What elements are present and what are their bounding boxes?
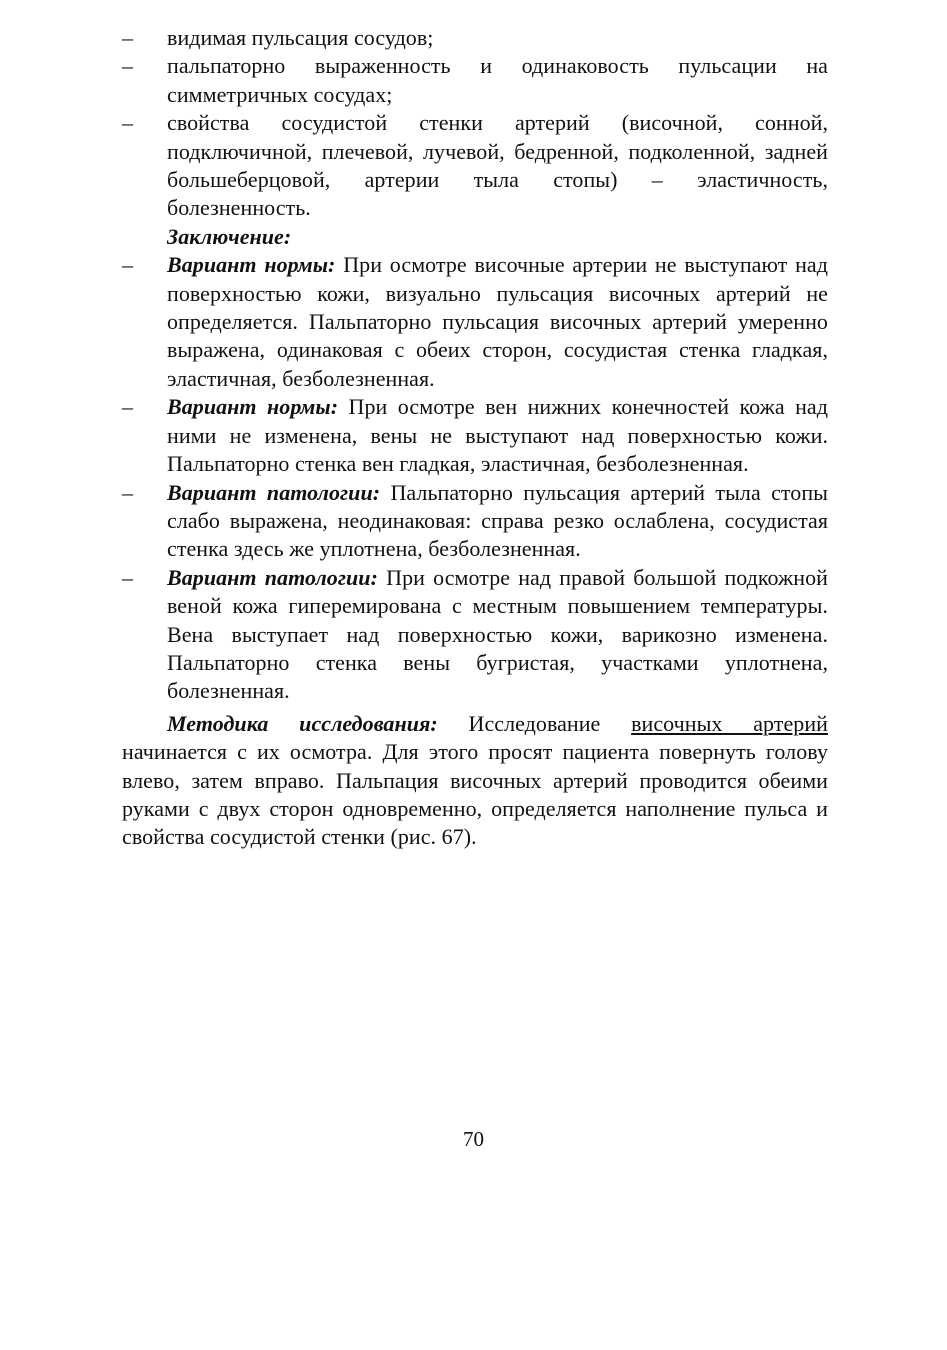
dash-marker: – (122, 53, 134, 79)
method-label: Методика исследования: (167, 710, 438, 736)
dash-marker: – (122, 25, 134, 50)
method-text-before: Исследование (437, 710, 632, 736)
variant-label: Вариант патологии: (167, 479, 381, 505)
list-item (122, 24, 828, 52)
variant-item (122, 479, 828, 564)
main-text (122, 24, 828, 852)
variant-item (122, 251, 828, 393)
variant-text: При осмотре височные артерии не выступают над поверхностью кожи, визуально пульсация височных артерий не определяется. Пальпаторно пульсация височных артерий умеренно выражена, одинаковая с обеих сторон, сосудистая стенка гладкая, эластичная, безболезненная. (167, 252, 828, 391)
variant-text: При осмотре вен нижних конечностей кожа над ними не изменена, вены не выступают над поверхностью кожи. Пальпаторно стенка вен гладкая, эластичная, безболезненная. (167, 394, 828, 477)
conclusion-heading: Заключение: (167, 223, 292, 249)
list-item-text: видимая пульсация сосудов; (167, 25, 434, 50)
variant-item (122, 393, 828, 478)
variant-item (122, 564, 828, 706)
variant-label: Вариант патологии: (167, 564, 378, 590)
list-item-text: свойства сосудистой стенки артерий (височной, сонной, подключичной, плечевой, лучевой, бедренной, подколенной, задней большеберцовой, артерии тыла стопы) – эластичность, болезненность. (167, 110, 828, 221)
list-item (122, 109, 828, 223)
variant-text: Пальпаторно пульсация артерий тыла стопы слабо выражена, неодинаковая: справа резко ослаблена, сосудистая стенка здесь же уплотнена, безболезненная. (167, 479, 828, 562)
list-item-text: пальпаторно выраженность и одинаковость пульсации на симметричных сосудах; (167, 53, 828, 107)
variant-text: При осмотре над правой большой подкожной веной кожа гиперемирована с местным повышением температуры. Вена выступает над поверхностью кожи, варикозно изменена. Пальпаторно стенка вены бугристая, участками уплотнена, болезненная. (167, 564, 828, 704)
list-item (122, 52, 828, 109)
method-text-after: начинается с их осмотра. Для этого просят пациента повернуть голову влево, затем вправо. Пальпация височных артерий проводится обеими руками с двух сторон одновременно, определяется наполнение пульса и свойства сосудистой стенки (рис. 67). (122, 739, 828, 850)
dash-marker: – (122, 479, 134, 505)
page-number: 70 (463, 1127, 484, 1151)
dash-marker: – (122, 252, 134, 278)
variant-label: Вариант нормы: (167, 252, 336, 278)
dash-marker: – (122, 564, 134, 590)
dash-marker: – (122, 110, 134, 136)
method-underlined-term: височных артерий (631, 710, 828, 736)
dash-marker: – (122, 394, 134, 420)
method-paragraph (122, 710, 828, 852)
variant-label: Вариант нормы: (167, 394, 339, 420)
